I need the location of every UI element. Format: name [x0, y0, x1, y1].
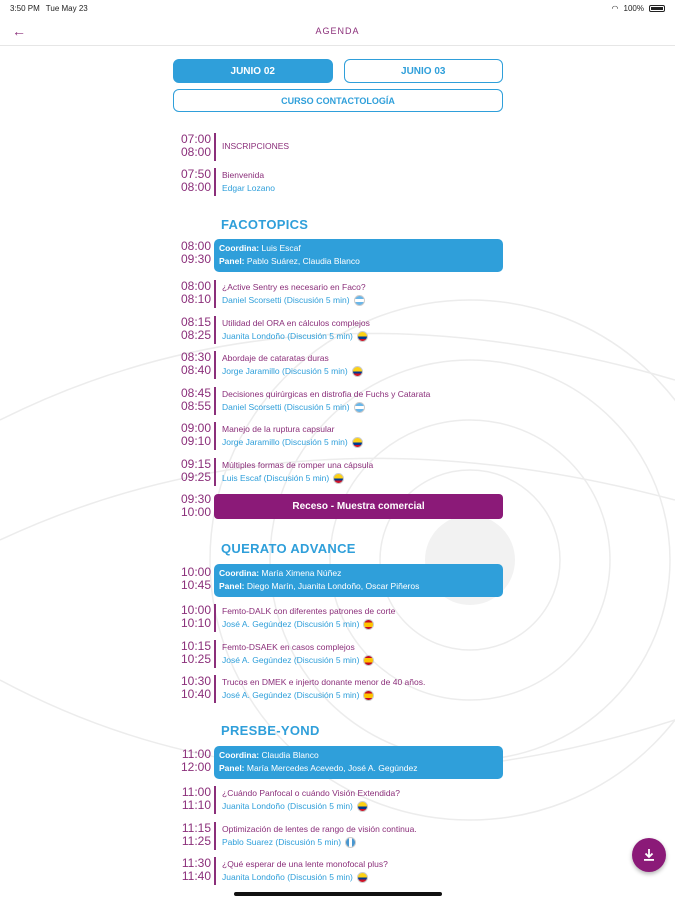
list-item[interactable]: [173, 604, 503, 634]
item-speaker: [222, 618, 395, 631]
speaker-name: Juanita Londoño (Discusión 5 min): [222, 872, 353, 882]
time-range: [173, 422, 211, 448]
list-item[interactable]: [173, 422, 503, 452]
item-title: Femto-DSAEK en casos complejos: [222, 642, 355, 652]
end-time: 11:40: [181, 869, 211, 883]
divider: [214, 280, 216, 308]
start-time: 10:15: [180, 639, 211, 653]
item-speaker: [222, 689, 425, 702]
item-content: [222, 641, 374, 667]
start-time: 11:00: [181, 785, 211, 799]
speaker-name: Jorge Jaramillo (Discusión 5 min): [222, 366, 348, 376]
item-title: ¿Active Sentry es necesario en Faco?: [222, 282, 366, 292]
start-time: 11:30: [181, 856, 211, 870]
time-range: [173, 240, 211, 266]
start-time: 10:00: [180, 603, 211, 617]
start-time: 09:30: [180, 492, 211, 506]
coord-label: Coordina:: [219, 568, 260, 578]
item-content: [222, 858, 388, 884]
list-item[interactable]: [173, 786, 503, 816]
speaker-name: Edgar Lozano: [222, 183, 275, 193]
status-date: Tue May 23: [45, 3, 88, 13]
divider: [214, 458, 216, 486]
end-time: 09:30: [180, 252, 211, 266]
start-time: 08:45: [180, 386, 211, 400]
download-icon: [642, 848, 656, 862]
start-time: 07:50: [180, 167, 211, 181]
item-title: Utilidad del ORA en cálculos complejos: [222, 318, 370, 328]
item-title: Múltiples formas de romper una cápsula: [222, 460, 374, 470]
end-time: 08:25: [180, 328, 211, 342]
item-content: [222, 281, 366, 307]
end-time: 11:10: [181, 798, 211, 812]
item-content: [222, 352, 363, 378]
home-indicator: [234, 892, 442, 896]
item-title: Manejo de la ruptura capsular: [222, 424, 335, 434]
item-speaker: [222, 654, 374, 667]
item-content: [222, 317, 370, 343]
list-item[interactable]: [173, 316, 503, 346]
status-bar: [0, 0, 675, 16]
wifi-icon: ◠: [611, 3, 619, 13]
speaker-name: Daniel Scorsetti (Discusión 5 min): [222, 402, 350, 412]
end-time: 08:40: [180, 363, 211, 377]
end-time: 10:45: [180, 578, 211, 592]
page-title: AGENDA: [315, 25, 360, 36]
time-range: [173, 822, 211, 848]
end-time: 10:40: [180, 687, 211, 701]
coordination-box[interactable]: [214, 564, 503, 597]
item-speaker: [222, 294, 366, 307]
time-range: [173, 640, 211, 666]
panel-label: Panel:: [219, 581, 245, 591]
divider: [214, 857, 216, 885]
coordination-box[interactable]: [214, 746, 503, 779]
tab-junio-02[interactable]: JUNIO 02: [173, 59, 333, 83]
item-speaker: [222, 800, 400, 813]
list-item[interactable]: [173, 280, 503, 310]
tab-curso-contactologia[interactable]: CURSO CONTACTOLOGÍA: [173, 89, 503, 112]
start-time: 09:00: [180, 421, 211, 435]
start-time: 10:00: [180, 565, 211, 579]
item-content: [222, 676, 425, 702]
time-range: [173, 604, 211, 630]
time-range: [173, 857, 211, 883]
break-banner[interactable]: Receso - Muestra comercial: [214, 494, 503, 519]
divider: [214, 675, 216, 703]
divider: [214, 422, 216, 450]
battery-percent: 100%: [623, 3, 644, 13]
coordination-box[interactable]: [214, 239, 503, 272]
speaker-name: Juanita Londoño (Discusión 5 min): [222, 801, 353, 811]
item-content: [222, 169, 275, 195]
flag-icon: [357, 331, 368, 342]
list-item[interactable]: [173, 168, 503, 198]
speaker-name: José A. Gegúndez (Discusión 5 min): [222, 690, 360, 700]
item-speaker: [222, 436, 363, 449]
divider: [214, 133, 216, 161]
navigation-bar: [0, 16, 675, 46]
item-content: [222, 823, 417, 849]
time-range: [173, 748, 211, 774]
day-tabs: [173, 59, 503, 83]
end-time: 09:10: [180, 434, 211, 448]
start-time: 08:30: [180, 350, 211, 364]
time-range: [173, 133, 211, 159]
divider: [214, 168, 216, 196]
coord-label: Coordina:: [219, 243, 260, 253]
coord-value: Claudia Blanco: [261, 750, 319, 760]
item-content: [222, 605, 395, 631]
item-speaker: [222, 836, 417, 849]
flag-icon: [357, 801, 368, 812]
start-time: 11:15: [181, 821, 211, 835]
time-range: [173, 786, 211, 812]
time-range: [173, 351, 211, 377]
flag-icon: [345, 837, 356, 848]
flag-icon: [363, 655, 374, 666]
item-title: Trucos en DMEK e injerto donante menor de 40 años.: [222, 677, 426, 687]
flag-icon: [352, 437, 363, 448]
item-title: INSCRIPCIONES: [222, 141, 290, 151]
section-title: QUERATO ADVANCE: [221, 541, 356, 556]
flag-icon: [354, 295, 365, 306]
time-range: [173, 168, 211, 194]
speaker-name: José A. Gegúndez (Discusión 5 min): [222, 619, 360, 629]
end-time: 08:10: [180, 292, 211, 306]
divider: [214, 316, 216, 344]
coord-value: María Ximena Núñez: [261, 568, 342, 578]
time-range: [173, 387, 211, 413]
time-range: [173, 458, 211, 484]
start-time: 11:00: [181, 747, 211, 761]
end-time: 12:00: [180, 760, 211, 774]
panel-label: Panel:: [219, 763, 245, 773]
section-title: FACOTOPICS: [221, 217, 309, 232]
list-item[interactable]: [173, 675, 503, 705]
section-title: PRESBE-YOND: [221, 723, 320, 738]
panel-label: Panel:: [219, 256, 245, 266]
item-content: [222, 459, 373, 485]
status-time: 3:50 PM: [10, 3, 40, 13]
end-time: 08:00: [180, 145, 211, 159]
start-time: 07:00: [180, 132, 211, 146]
divider: [214, 604, 216, 632]
start-time: 08:00: [180, 279, 211, 293]
end-time: 08:55: [180, 399, 211, 413]
time-range: [173, 566, 211, 592]
item-speaker: [222, 330, 370, 343]
item-title: ¿Cuándo Panfocal o cuándo Visión Extendida?: [222, 788, 400, 798]
divider: [214, 351, 216, 379]
download-button[interactable]: [632, 838, 666, 872]
item-title: Abordaje de cataratas duras: [222, 353, 329, 363]
start-time: 09:15: [180, 457, 211, 471]
list-item[interactable]: [173, 857, 503, 887]
end-time: 11:25: [181, 834, 211, 848]
item-title: Bienvenida: [222, 170, 265, 180]
panel-value: Pablo Suárez, Claudia Blanco: [246, 256, 360, 266]
time-range: [173, 316, 211, 342]
coord-label: Coordina:: [219, 750, 260, 760]
list-item[interactable]: [173, 351, 503, 381]
flag-icon: [333, 473, 344, 484]
item-speaker: [222, 365, 363, 378]
item-content: [222, 388, 430, 414]
divider: [214, 387, 216, 415]
list-item[interactable]: [173, 822, 503, 852]
start-time: 08:00: [180, 239, 211, 253]
item-speaker: [222, 871, 388, 884]
flag-icon: [363, 690, 374, 701]
panel-value: María Mercedes Acevedo, José A. Gegúndez: [246, 763, 418, 773]
item-title: ¿Qué esperar de una lente monofocal plus?: [222, 859, 388, 869]
item-content: [222, 423, 363, 449]
flag-icon: [357, 872, 368, 883]
start-time: 10:30: [180, 674, 211, 688]
flag-icon: [352, 366, 363, 377]
battery-icon: [649, 5, 665, 12]
item-title: Optimización de lentes de rango de visión continua.: [222, 824, 417, 834]
speaker-name: Daniel Scorsetti (Discusión 5 min): [222, 295, 350, 305]
speaker-name: José A. Gegúndez (Discusión 5 min): [222, 655, 360, 665]
divider: [214, 822, 216, 850]
list-item[interactable]: [173, 640, 503, 670]
item-content: [222, 787, 400, 813]
speaker-name: Jorge Jaramillo (Discusión 5 min): [222, 437, 348, 447]
divider: [214, 640, 216, 668]
item-speaker: [222, 472, 373, 485]
arrow-left-icon[interactable]: ←: [12, 23, 26, 39]
item-title: Decisiones quirúrgicas en distrofia de Fuchs y Catarata: [222, 389, 431, 399]
end-time: 10:10: [180, 616, 211, 630]
list-item[interactable]: [173, 387, 503, 417]
speaker-name: Pablo Suarez (Discusión 5 min): [222, 837, 342, 847]
speaker-name: Luis Escaf (Discusión 5 min): [222, 473, 330, 483]
divider: [214, 786, 216, 814]
item-title: Femto-DALK con diferentes patrones de corte: [222, 606, 396, 616]
tab-junio-03[interactable]: JUNIO 03: [344, 59, 504, 83]
time-range: [173, 280, 211, 306]
end-time: 10:00: [180, 505, 211, 519]
coord-value: Luis Escaf: [261, 243, 301, 253]
list-item[interactable]: [173, 458, 503, 488]
time-range: [173, 493, 211, 519]
item-content: [222, 140, 289, 153]
list-item[interactable]: [173, 133, 503, 163]
end-time: 08:00: [180, 180, 211, 194]
speaker-name: Juanita Londoño (Discusión 5 min): [222, 331, 353, 341]
flag-icon: [363, 619, 374, 630]
start-time: 08:15: [180, 315, 211, 329]
panel-value: Diego Marín, Juanita Londoño, Oscar Piñeros: [246, 581, 420, 591]
end-time: 10:25: [180, 652, 211, 666]
time-range: [173, 675, 211, 701]
item-speaker: [222, 401, 430, 414]
item-speaker: [222, 182, 275, 195]
flag-icon: [354, 402, 365, 413]
end-time: 09:25: [180, 470, 211, 484]
